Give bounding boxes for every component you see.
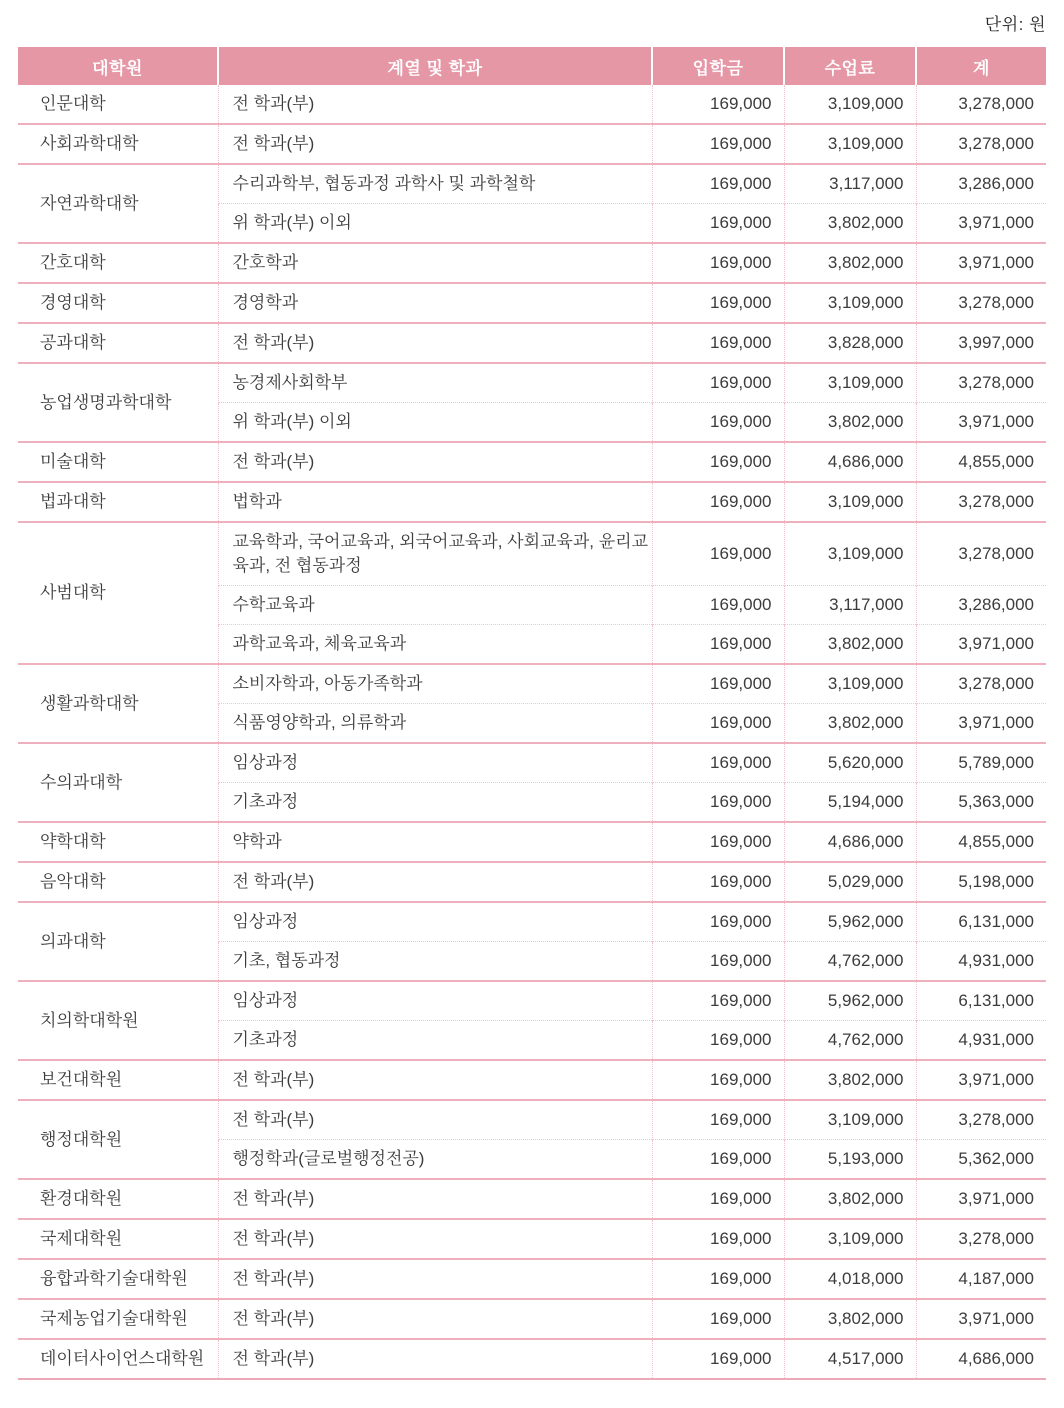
tuition-cell: 4,517,000 (784, 1339, 916, 1379)
tuition-cell: 3,802,000 (784, 1060, 916, 1100)
department-cell: 전 학과(부) (218, 1100, 652, 1140)
tuition-cell: 4,762,000 (784, 1021, 916, 1061)
total-cell: 3,971,000 (916, 243, 1046, 283)
table-row (18, 164, 1046, 204)
department-cell: 행정학과(글로벌행정전공) (218, 1140, 652, 1180)
table-row (18, 1100, 1046, 1140)
admission-fee-cell: 169,000 (652, 85, 784, 124)
department-cell: 전 학과(부) (218, 1299, 652, 1339)
total-cell: 4,855,000 (916, 822, 1046, 862)
admission-fee-cell: 169,000 (652, 1339, 784, 1379)
table-row (18, 442, 1046, 482)
department-cell: 전 학과(부) (218, 442, 652, 482)
tuition-cell: 4,018,000 (784, 1259, 916, 1299)
college-name-cell: 보건대학원 (18, 1060, 218, 1100)
tuition-cell: 5,620,000 (784, 743, 916, 783)
admission-fee-cell: 169,000 (652, 1140, 784, 1180)
table-row (18, 862, 1046, 902)
admission-fee-cell: 169,000 (652, 124, 784, 164)
tuition-cell: 3,109,000 (784, 1219, 916, 1259)
department-cell: 경영학과 (218, 283, 652, 323)
department-cell: 임상과정 (218, 981, 652, 1021)
college-name-cell: 자연과학대학 (18, 164, 218, 243)
department-cell: 기초, 협동과정 (218, 942, 652, 982)
department-cell: 간호학과 (218, 243, 652, 283)
college-name-cell: 국제대학원 (18, 1219, 218, 1259)
tuition-cell: 5,962,000 (784, 902, 916, 942)
college-name-cell: 간호대학 (18, 243, 218, 283)
admission-fee-cell: 169,000 (652, 625, 784, 665)
college-name-cell: 미술대학 (18, 442, 218, 482)
tuition-cell: 3,117,000 (784, 586, 916, 625)
admission-fee-cell: 169,000 (652, 743, 784, 783)
admission-fee-cell: 169,000 (652, 862, 784, 902)
table-row (18, 822, 1046, 862)
admission-fee-cell: 169,000 (652, 704, 784, 744)
college-name-cell: 사범대학 (18, 522, 218, 664)
table-row (18, 323, 1046, 363)
table-row (18, 743, 1046, 783)
department-cell: 수리과학부, 협동과정 과학사 및 과학철학 (218, 164, 652, 204)
total-cell: 5,363,000 (916, 783, 1046, 823)
table-row (18, 902, 1046, 942)
admission-fee-cell: 169,000 (652, 586, 784, 625)
department-cell: 임상과정 (218, 743, 652, 783)
college-name-cell: 데이터사이언스대학원 (18, 1339, 218, 1379)
total-cell: 3,278,000 (916, 482, 1046, 522)
department-cell: 전 학과(부) (218, 1179, 652, 1219)
header-row (18, 47, 1046, 85)
admission-fee-cell: 169,000 (652, 783, 784, 823)
total-cell: 5,198,000 (916, 862, 1046, 902)
tuition-cell: 3,802,000 (784, 204, 916, 244)
total-cell: 3,278,000 (916, 1219, 1046, 1259)
total-cell: 3,971,000 (916, 704, 1046, 744)
admission-fee-cell: 169,000 (652, 1179, 784, 1219)
department-cell: 기초과정 (218, 1021, 652, 1061)
table-row (18, 1219, 1046, 1259)
admission-fee-cell: 169,000 (652, 981, 784, 1021)
unit-label: 단위: 원 (984, 15, 1046, 34)
tuition-cell: 3,802,000 (784, 1299, 916, 1339)
department-cell: 약학과 (218, 822, 652, 862)
admission-fee-cell: 169,000 (652, 482, 784, 522)
total-cell: 5,789,000 (916, 743, 1046, 783)
table-row (18, 363, 1046, 403)
table-row (18, 243, 1046, 283)
total-cell: 3,278,000 (916, 124, 1046, 164)
total-cell: 4,187,000 (916, 1259, 1046, 1299)
tuition-cell: 3,802,000 (784, 243, 916, 283)
total-cell: 6,131,000 (916, 981, 1046, 1021)
total-cell: 3,286,000 (916, 164, 1046, 204)
college-name-cell: 사회과학대학 (18, 124, 218, 164)
tuition-cell: 5,962,000 (784, 981, 916, 1021)
tuition-cell: 3,109,000 (784, 664, 916, 704)
table-row (18, 482, 1046, 522)
header-admission-fee: 입학금 (652, 47, 784, 85)
department-cell: 법학과 (218, 482, 652, 522)
department-cell: 소비자학과, 아동가족학과 (218, 664, 652, 704)
admission-fee-cell: 169,000 (652, 164, 784, 204)
table-row (18, 1259, 1046, 1299)
department-cell: 임상과정 (218, 902, 652, 942)
admission-fee-cell: 169,000 (652, 822, 784, 862)
college-name-cell: 환경대학원 (18, 1179, 218, 1219)
total-cell: 3,286,000 (916, 586, 1046, 625)
college-name-cell: 약학대학 (18, 822, 218, 862)
table-row (18, 283, 1046, 323)
total-cell: 3,971,000 (916, 1179, 1046, 1219)
total-cell: 3,997,000 (916, 323, 1046, 363)
total-cell: 3,278,000 (916, 363, 1046, 403)
admission-fee-cell: 169,000 (652, 283, 784, 323)
tuition-fee-table (18, 47, 1046, 1380)
department-cell: 기초과정 (218, 783, 652, 823)
tuition-cell: 3,109,000 (784, 363, 916, 403)
department-cell: 전 학과(부) (218, 1339, 652, 1379)
total-cell: 3,278,000 (916, 522, 1046, 586)
total-cell: 4,855,000 (916, 442, 1046, 482)
college-name-cell: 인문대학 (18, 85, 218, 124)
admission-fee-cell: 169,000 (652, 902, 784, 942)
admission-fee-cell: 169,000 (652, 664, 784, 704)
admission-fee-cell: 169,000 (652, 204, 784, 244)
table-row (18, 1299, 1046, 1339)
college-name-cell: 의과대학 (18, 902, 218, 981)
tuition-cell: 5,029,000 (784, 862, 916, 902)
department-cell: 과학교육과, 체육교육과 (218, 625, 652, 665)
total-cell: 3,278,000 (916, 85, 1046, 124)
total-cell: 3,278,000 (916, 1100, 1046, 1140)
tuition-cell: 3,109,000 (784, 124, 916, 164)
table-row (18, 85, 1046, 124)
college-name-cell: 생활과학대학 (18, 664, 218, 743)
department-cell: 교육학과, 국어교육과, 외국어교육과, 사회교육과, 윤리교육과, 전 협동과정 (218, 522, 652, 586)
total-cell: 3,971,000 (916, 204, 1046, 244)
department-cell: 전 학과(부) (218, 862, 652, 902)
total-cell: 3,971,000 (916, 403, 1046, 443)
admission-fee-cell: 169,000 (652, 522, 784, 586)
admission-fee-cell: 169,000 (652, 1021, 784, 1061)
college-name-cell: 국제농업기술대학원 (18, 1299, 218, 1339)
college-name-cell: 수의과대학 (18, 743, 218, 822)
total-cell: 3,971,000 (916, 625, 1046, 665)
tuition-cell: 3,117,000 (784, 164, 916, 204)
total-cell: 3,278,000 (916, 283, 1046, 323)
total-cell: 5,362,000 (916, 1140, 1046, 1180)
tuition-cell: 3,802,000 (784, 625, 916, 665)
header-field-department: 계열 및 학과 (218, 47, 652, 85)
department-cell: 전 학과(부) (218, 323, 652, 363)
college-name-cell: 음악대학 (18, 862, 218, 902)
admission-fee-cell: 169,000 (652, 1100, 784, 1140)
table-row (18, 124, 1046, 164)
admission-fee-cell: 169,000 (652, 1060, 784, 1100)
college-name-cell: 행정대학원 (18, 1100, 218, 1179)
department-cell: 전 학과(부) (218, 124, 652, 164)
tuition-cell: 5,193,000 (784, 1140, 916, 1180)
college-name-cell: 공과대학 (18, 323, 218, 363)
table-row (18, 1060, 1046, 1100)
total-cell: 6,131,000 (916, 902, 1046, 942)
table-header (18, 47, 1046, 85)
admission-fee-cell: 169,000 (652, 323, 784, 363)
department-cell: 전 학과(부) (218, 1259, 652, 1299)
table-row (18, 522, 1046, 586)
tuition-cell: 3,109,000 (784, 283, 916, 323)
admission-fee-cell: 169,000 (652, 1259, 784, 1299)
admission-fee-cell: 169,000 (652, 442, 784, 482)
tuition-cell: 3,109,000 (784, 1100, 916, 1140)
header-tuition: 수업료 (784, 47, 916, 85)
tuition-cell: 3,802,000 (784, 1179, 916, 1219)
department-cell: 농경제사회학부 (218, 363, 652, 403)
total-cell: 3,278,000 (916, 664, 1046, 704)
table-row (18, 664, 1046, 704)
department-cell: 수학교육과 (218, 586, 652, 625)
total-cell: 3,971,000 (916, 1299, 1046, 1339)
admission-fee-cell: 169,000 (652, 363, 784, 403)
total-cell: 4,931,000 (916, 1021, 1046, 1061)
admission-fee-cell: 169,000 (652, 1299, 784, 1339)
tuition-cell: 4,686,000 (784, 822, 916, 862)
tuition-cell: 4,686,000 (784, 442, 916, 482)
tuition-cell: 3,109,000 (784, 482, 916, 522)
department-cell: 전 학과(부) (218, 1219, 652, 1259)
tuition-cell: 5,194,000 (784, 783, 916, 823)
header-total: 계 (916, 47, 1046, 85)
college-name-cell: 법과대학 (18, 482, 218, 522)
admission-fee-cell: 169,000 (652, 243, 784, 283)
table-row (18, 981, 1046, 1021)
total-cell: 4,931,000 (916, 942, 1046, 982)
college-name-cell: 융합과학기술대학원 (18, 1259, 218, 1299)
header-graduate-school: 대학원 (18, 47, 218, 85)
total-cell: 4,686,000 (916, 1339, 1046, 1379)
department-cell: 위 학과(부) 이외 (218, 204, 652, 244)
admission-fee-cell: 169,000 (652, 1219, 784, 1259)
table-row (18, 1179, 1046, 1219)
total-cell: 3,971,000 (916, 1060, 1046, 1100)
tuition-cell: 3,802,000 (784, 704, 916, 744)
table-body (18, 85, 1046, 1379)
tuition-cell: 3,109,000 (784, 522, 916, 586)
admission-fee-cell: 169,000 (652, 942, 784, 982)
table-row (18, 1339, 1046, 1379)
admission-fee-cell: 169,000 (652, 403, 784, 443)
college-name-cell: 경영대학 (18, 283, 218, 323)
department-cell: 위 학과(부) 이외 (218, 403, 652, 443)
tuition-cell: 3,109,000 (784, 85, 916, 124)
tuition-cell: 4,762,000 (784, 942, 916, 982)
college-name-cell: 농업생명과학대학 (18, 363, 218, 442)
tuition-cell: 3,828,000 (784, 323, 916, 363)
department-cell: 식품영양학과, 의류학과 (218, 704, 652, 744)
college-name-cell: 치의학대학원 (18, 981, 218, 1060)
department-cell: 전 학과(부) (218, 85, 652, 124)
department-cell: 전 학과(부) (218, 1060, 652, 1100)
tuition-cell: 3,802,000 (784, 403, 916, 443)
